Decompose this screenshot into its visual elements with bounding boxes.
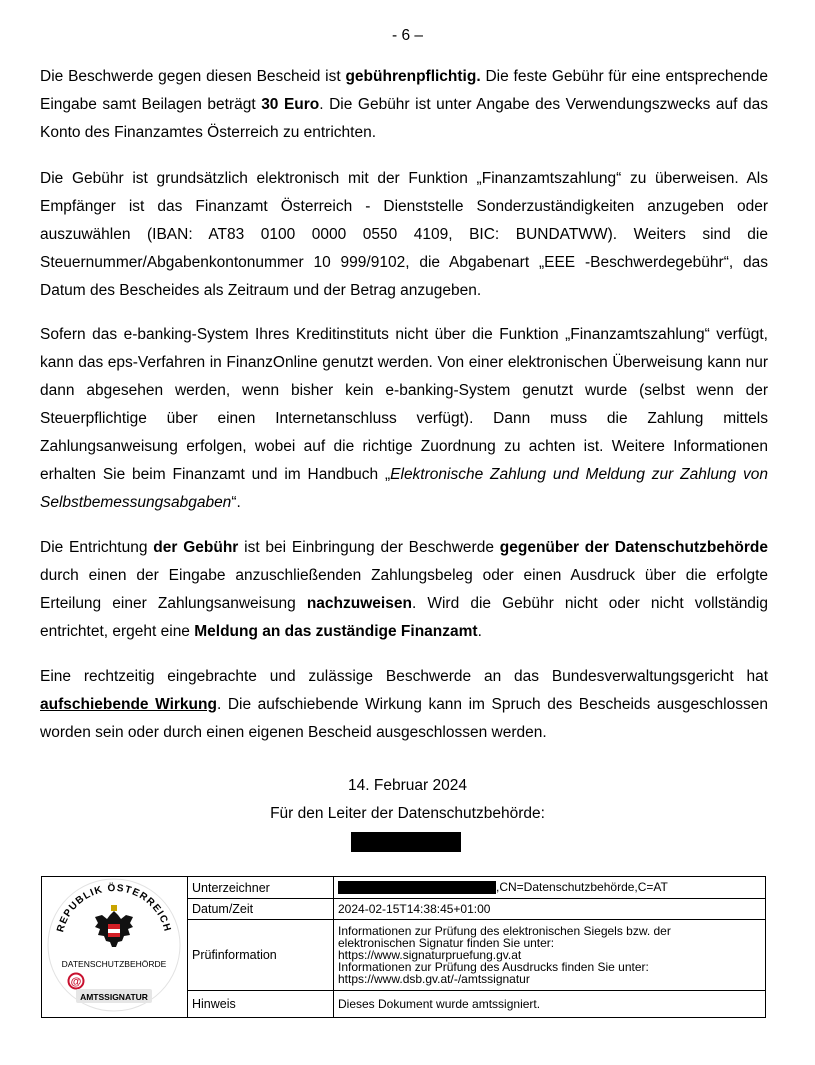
text-run: . Die Gebühr ist unter Angabe des Verwendungszwecks auf das Konto des Finanzamtes Österreich zu entrichten.	[40, 96, 768, 141]
check-info-line: Informationen zur Prüfung des Ausdrucks finden Sie unter:	[338, 960, 649, 975]
seal-cell	[42, 877, 188, 1018]
paragraph-fee-notice	[40, 63, 768, 147]
text-run: “.	[231, 494, 241, 511]
signature-block	[41, 876, 766, 1018]
text-run: durch einen der Eingabe anzuschließenden Zahlungsbeleg oder einen Ausdruck über die erfolgte Erteilung einer Zahlungsanweisung	[40, 567, 768, 612]
text-run: Eine rechtzeitig eingebrachte und zulässige Beschwerde an das Bundesverwaltungsgericht hat	[40, 668, 768, 685]
emphasis-text: Meldung an das zuständige Finanzamt	[194, 623, 478, 640]
emphasis-text: gebührenpflichtig.	[345, 68, 481, 85]
text-run: . Wird die Gebühr nicht oder nicht vollständig entrichtet, ergeht eine	[40, 595, 768, 640]
text-run: Die Gebühr ist grundsätzlich elektronisch mit der Funktion „Finanzamtszahlung“ zu überweisen. Als Empfänger ist das Finanzamt Österreich - Dienststelle Sonderzuständigkeiten anzugeben oder auszuwählen (IBAN: AT83 0100 0000 0550 4109, BIC: BUNDATWW). Weiters sind die Steuernummer/Abgabenkontonummer 10 999/9102, die Abgabenart „EEE -Beschwerdegebühr“, das Datum des Bescheides als Zeitraum und der Betrag anzugeben.	[40, 170, 768, 299]
check-info-line: elektronischen Signatur finden Sie unter:	[338, 936, 555, 951]
note-label: Hinweis	[188, 990, 334, 1017]
check-info-link: https://www.signaturpruefung.gv.at	[338, 948, 522, 963]
text-run: Die feste Gebühr für eine entsprechende Eingabe samt Beilagen beträgt	[40, 68, 768, 113]
signoff-line: Für den Leiter der Datenschutzbehörde:	[270, 805, 545, 822]
italic-text: Elektronische Zahlung und Meldung zur Zahlung von Selbstbemessungsabgaben	[40, 466, 768, 511]
datetime-label: Datum/Zeit	[188, 899, 334, 920]
check-info-value	[334, 920, 766, 991]
text-run: ist bei Einbringung der Beschwerde	[238, 539, 500, 556]
seal-badge: AMTSSIGNATUR	[80, 992, 148, 1002]
amtssignatur-seal	[42, 877, 187, 1017]
signer-cn: ,CN=Datenschutzbehörde,C=AT	[496, 879, 668, 894]
seal-authority-name: DATENSCHUTZBEHÖRDE	[61, 959, 167, 969]
text-run: Die Beschwerde gegen diesen Bescheid ist	[40, 68, 346, 85]
check-info-link: https://www.dsb.gv.at/-/amtssignatur	[338, 972, 530, 987]
emphasis-text: der Gebühr	[153, 539, 239, 556]
datetime-value: 2024-02-15T14:38:45+01:00	[334, 899, 766, 920]
paragraph-suspensive-effect	[40, 663, 768, 747]
signer-value	[334, 877, 766, 899]
check-info-line: Informationen zur Prüfung des elektronischen Siegels bzw. der	[338, 924, 671, 939]
note-value: Dieses Dokument wurde amtssigniert.	[334, 990, 766, 1017]
emphasis-text: gegenüber der Datenschutzbehörde	[499, 539, 769, 556]
paragraph-eps-procedure	[40, 321, 768, 517]
redacted-signer-name	[338, 881, 496, 894]
emphasis-text	[40, 696, 217, 713]
text-run: Sofern das e-banking-System Ihres Kreditinstituts nicht über die Funktion „Finanzamtszahlung“ verfügt, kann das eps-Verfahren in FinanzOnline genutzt werden. Von einer elektronischen Überweisung kann nur dann abgesehen werden, wenn bisher kein e-banking-System genutzt wurde (selbst wenn der Steuerpflichtige über einen Internetanschluss verfügt). Dann muss die Zahlung mittels Zahlungsanweisung erfolgen, wobei auf die richtige Zuordnung zu achten ist. Weitere Informationen erhalten Sie beim Finanzamt und im Handbuch „	[40, 326, 768, 483]
redacted-signatory-name	[351, 832, 461, 852]
paragraph-electronic-transfer	[40, 165, 768, 305]
text-run: .	[477, 623, 482, 640]
check-info-label: Prüfinformation	[188, 920, 334, 991]
signer-label: Unterzeichner	[188, 877, 334, 899]
text-run: . Die aufschiebende Wirkung kann im Spruch des Bescheids ausgeschlossen worden sein oder durch einen eigenen Bescheid ausgeschlossen werden.	[40, 696, 768, 741]
text-run: Die Entrichtung	[40, 539, 154, 556]
emphasis-text: nachzuweisen	[306, 595, 412, 612]
document-date: 14. Februar 2024	[348, 777, 467, 794]
at-sign-icon: @	[70, 976, 82, 988]
seal-arc-text: REPUBLIK ÖSTERREICH	[55, 882, 173, 934]
emphasis-text: aufschiebende Wirkung	[40, 696, 217, 713]
paragraph-proof-of-payment	[40, 534, 768, 646]
emphasis-text: 30 Euro	[261, 96, 320, 113]
page-number: - 6 –	[391, 27, 423, 44]
